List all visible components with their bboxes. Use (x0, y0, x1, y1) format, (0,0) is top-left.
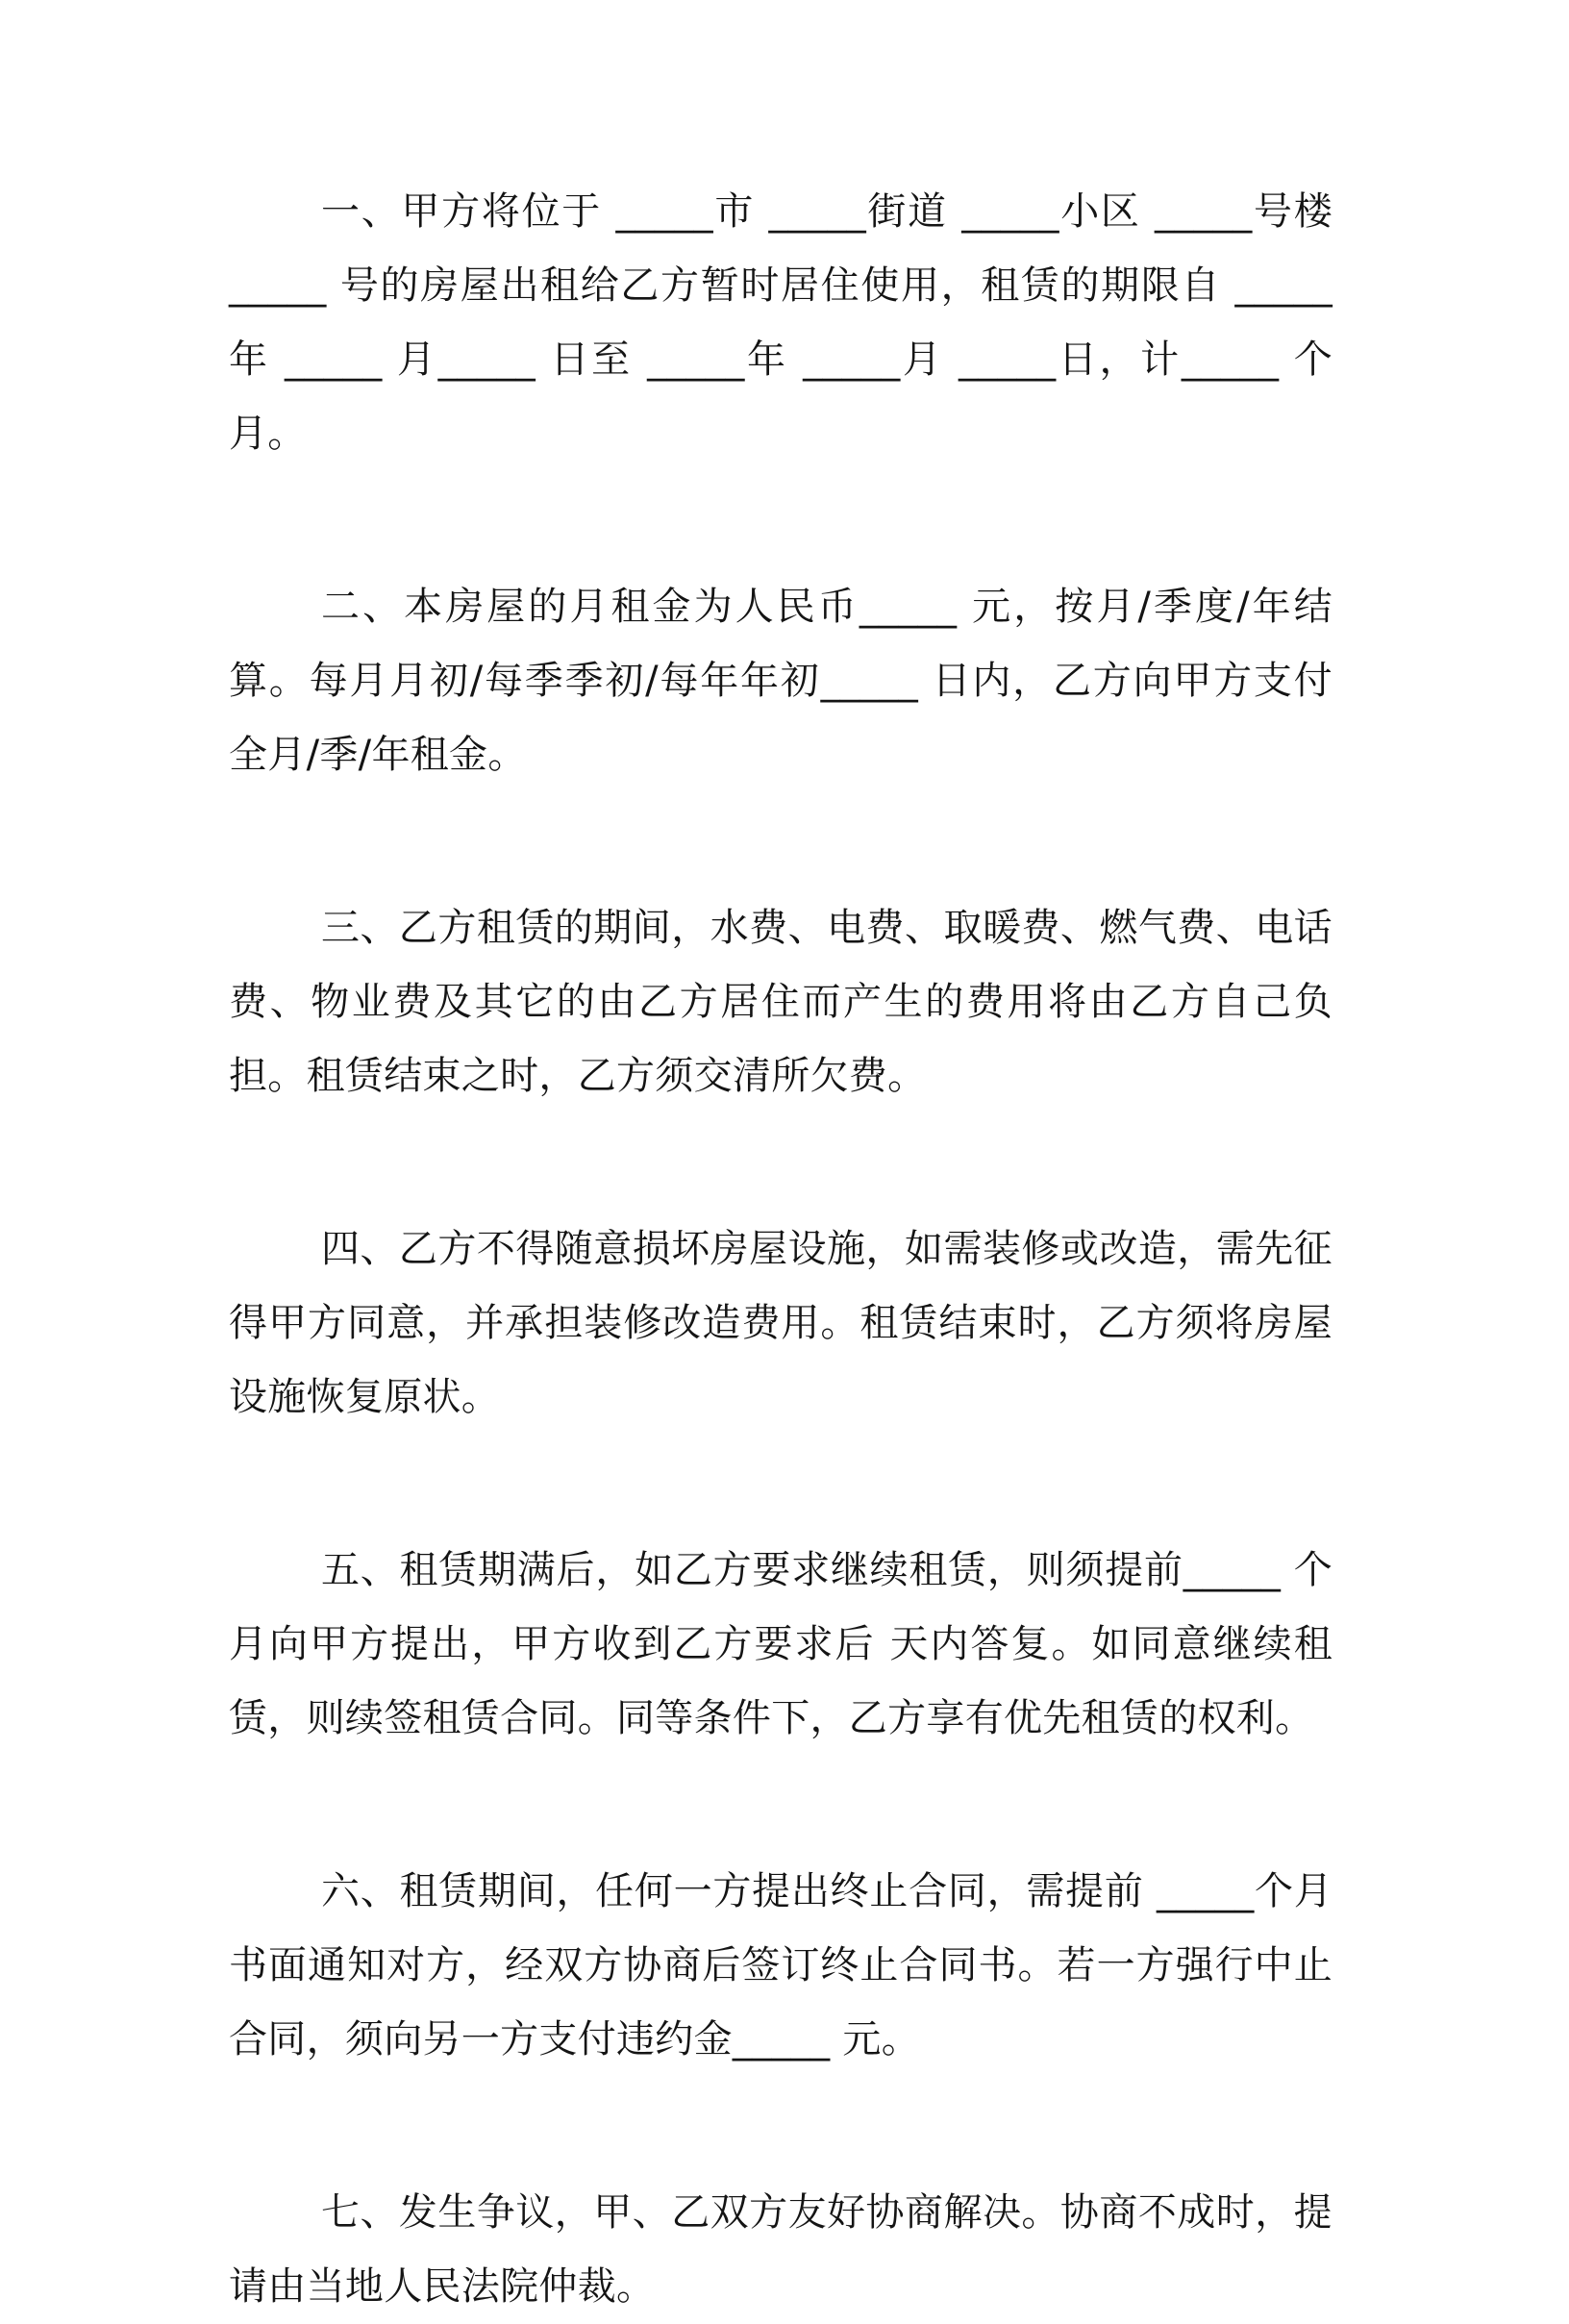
clause-4: 四、乙方不得随意损坏房屋设施，如需装修或改造，需先征得甲方同意，并承担装修改造费用。租赁结束时，乙方须将房屋设施恢复原状。 (229, 1227, 1332, 1419)
clause-3: 三、乙方租赁的期间，水费、电费、取暖费、燃气费、电话费、物业费及其它的由乙方居住而产生的费用将由乙方自己负担。租赁结束之时，乙方须交清所欠费。 (229, 906, 1332, 1098)
clause-6: 六、租赁期间，任何一方提出终止合同，需提前 _____个月书面通知对方，经双方协商后签订终止合同书。若一方强行中止合同，须向另一方支付违约金_____ 元。 (229, 1869, 1332, 2062)
clause-2: 二、本房屋的月租金为人民币_____ 元，按月/季度/年结算。每月月初/每季季初/每年年初_____ 日内，乙方向甲方支付全月/季/年租金。 (229, 585, 1332, 777)
clause-7: 七、发生争议，甲、乙双方友好协商解决。协商不成时，提请由当地人民法院仲裁。 (229, 2190, 1332, 2309)
clause-1: 一、甲方将位于 _____市 _____街道 _____小区 _____号楼 _____ 号的房屋出租给乙方暂时居住使用，租赁的期限自 _____年 _____ 月_____ 日至 _____年 _____月 _____日，计_____ 个月。 (229, 189, 1332, 456)
clause-5: 五、租赁期满后，如乙方要求继续租赁，则须提前_____ 个月向甲方提出，甲方收到乙方要求后 天内答复。如同意继续租赁，则续签租赁合同。同等条件下，乙方享有优先租赁的权利。 (229, 1548, 1332, 1740)
contract-body (229, 175, 1332, 2324)
